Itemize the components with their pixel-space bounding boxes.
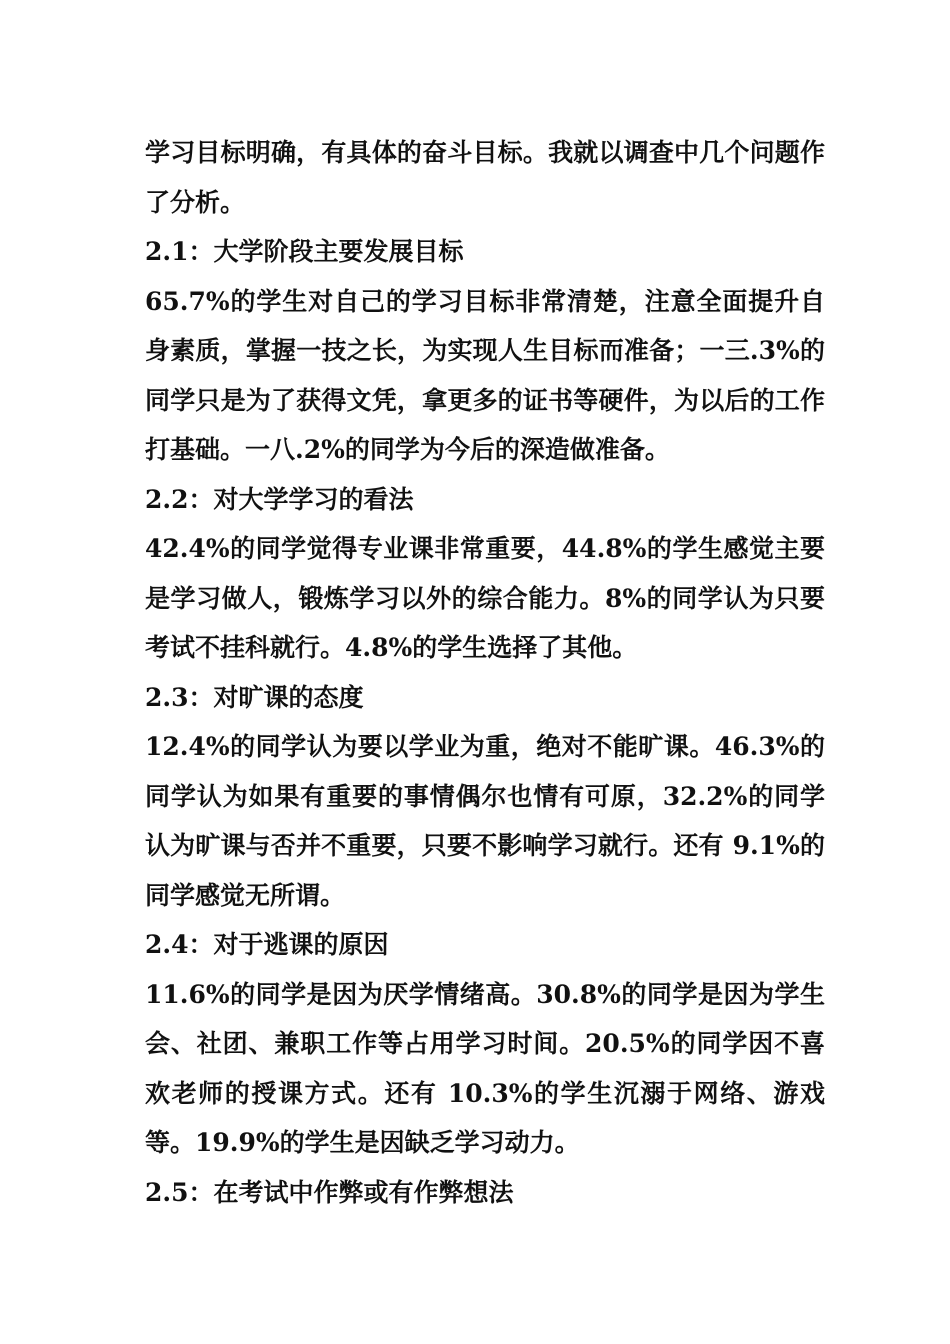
intro-paragraph: 学习目标明确，有具体的奋斗目标。我就以调查中几个问题作了分析。: [145, 138, 825, 217]
document-body: [145, 128, 825, 1217]
section-paragraph-2-1: 65.7%的学生对自己的学习目标非常清楚，注意全面提升自身素质，掌握一技之长，为实现人生目标而准备；一三.3%的同学只是为了获得文凭，拿更多的证书等硬件，为以后的工作打基础。一八.2%的同学为今后的深造做准备。: [145, 286, 825, 464]
section-heading-2-4: 2.4：对于逃课的原因: [145, 930, 389, 959]
section-paragraph-2-4: 11.6%的同学是因为厌学情绪高。30.8%的同学是因为学生会、社团、兼职工作等占用学习时间。20.5%的同学因不喜欢老师的授课方式。还有 10.3%的学生沉溺于网络、游戏等。19.9%的学生是因缺乏学习动力。: [145, 979, 825, 1157]
section-heading-2-1: 2.1：大学阶段主要发展目标: [145, 237, 464, 266]
section-heading-2-5: 2.5：在考试中作弊或有作弊想法: [145, 1177, 514, 1207]
section-heading-2-3: 2.3：对旷课的态度: [145, 682, 364, 712]
section-paragraph-2-3: 12.4%的同学认为要以学业为重，绝对不能旷课。46.3%的同学认为如果有重要的事情偶尔也情有可原，32.2%的同学认为旷课与否并不重要，只要不影响学习就行。还有 9.1%的同学感觉无所谓。: [145, 732, 825, 910]
section-paragraph-2-2: 42.4%的同学觉得专业课非常重要，44.8%的学生感觉主要是学习做人，锻炼学习以外的综合能力。8%的同学认为只要考试不挂科就行。4.8%的学生选择了其他。: [145, 534, 825, 662]
section-heading-2-2: 2.2：对大学学习的看法: [145, 484, 414, 514]
